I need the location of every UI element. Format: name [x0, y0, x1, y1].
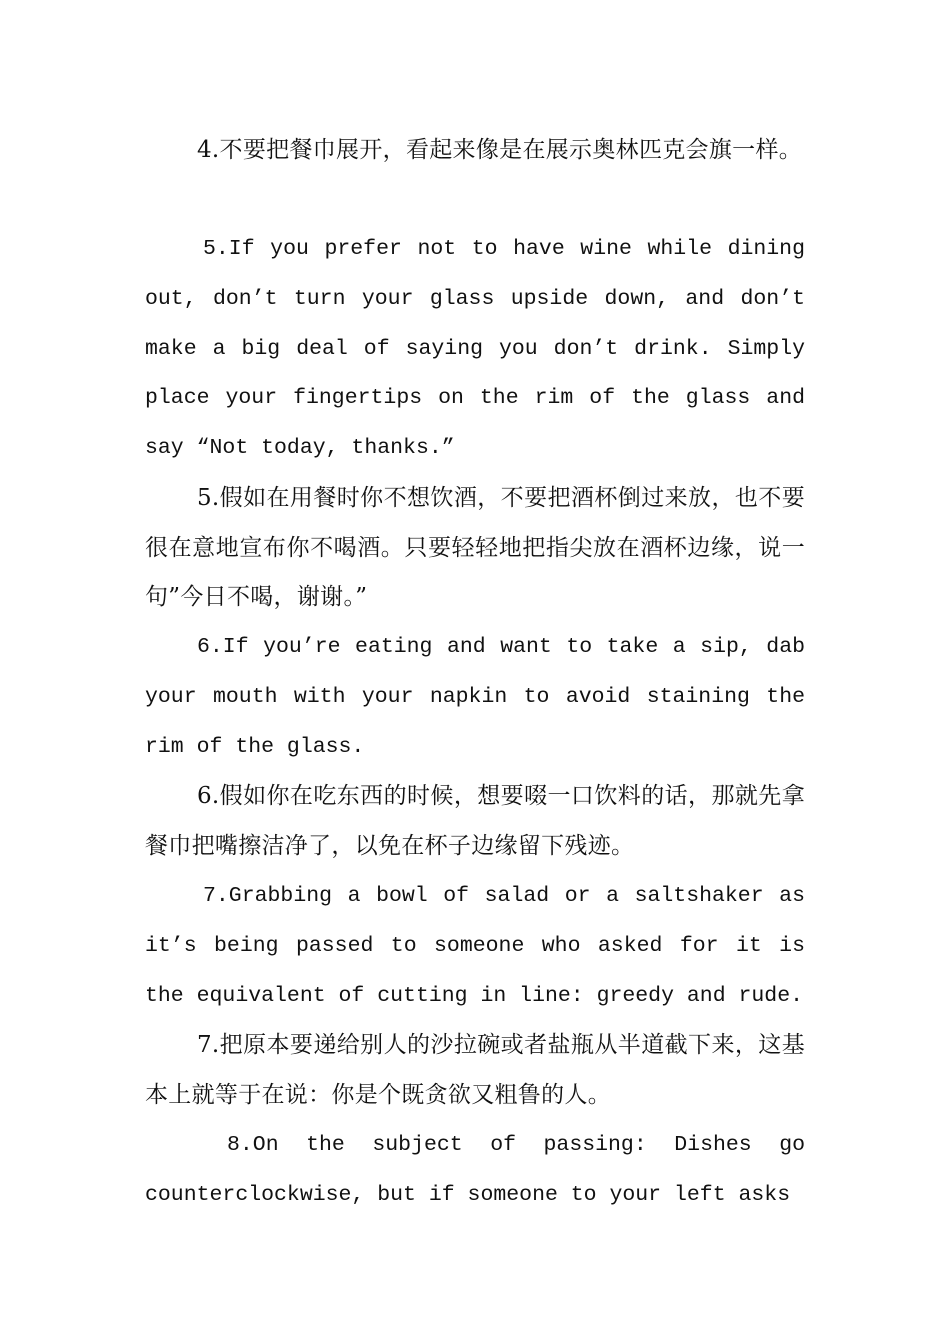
paragraph-grabbing-zh: 7.把原本要递给别人的沙拉碗或者盐瓶从半道截下来，这基本上就等于在说：你是个既贪欲又粗鲁的人。 [145, 1032, 805, 1108]
paragraph-napkin-zh: 4.不要把餐巾展开，看起来像是在展示奥林匹克会旗一样。 [197, 137, 803, 163]
paragraph-sip-en: 6.If you’re eating and want to take a sip, dab your mouth with your napkin to avoid staining the rim of the glass. [145, 635, 805, 759]
paragraph-passing-en: 8.On the subject of passing: Dishes go counterclockwise, but if someone to your left asks [145, 1133, 805, 1207]
paragraph-grabbing-en: 7.Grabbing a bowl of salad or a saltshaker as it’s being passed to someone who asked for it is the equivalent of cutting in line: greedy and rude. [145, 884, 805, 1008]
paragraph-wine-zh: 5.假如在用餐时你不想饮酒，不要把酒杯倒过来放，也不要很在意地宣布你不喝酒。只要轻轻地把指尖放在酒杯边缘，说一句”今日不喝，谢谢。” [145, 485, 805, 610]
paragraph-sip-zh: 6.假如你在吃东西的时候，想要啜一口饮料的话，那就先拿餐巾把嘴擦洁净了，以免在杯子边缘留下残迹。 [145, 783, 805, 859]
paragraph-wine-en: 5.If you prefer not to have wine while dining out, don’t turn your glass upside down, and don’t make a big deal of saying you don’t drink. Simply place your fingertips on the rim of the glass and say “Not today, thanks.” [145, 237, 805, 461]
